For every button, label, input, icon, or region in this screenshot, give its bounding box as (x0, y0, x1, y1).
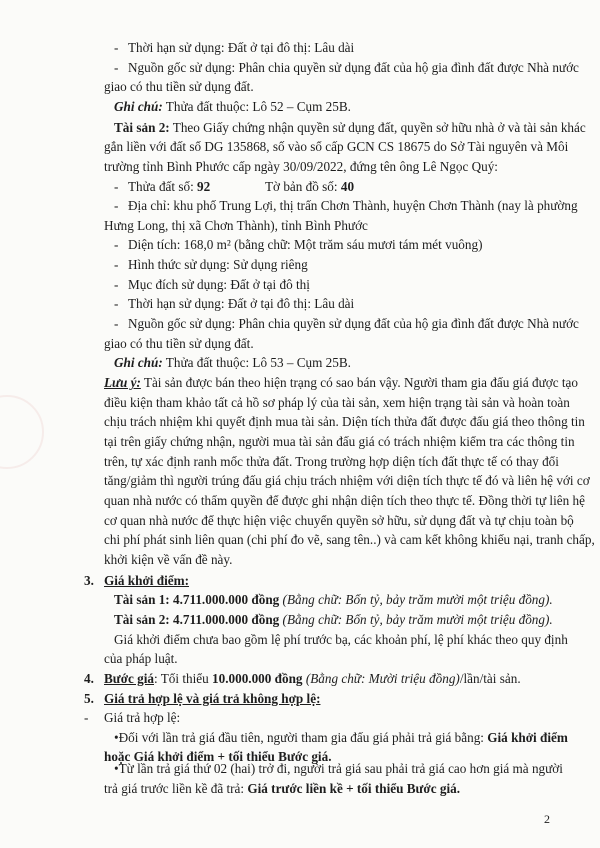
bullet-dash: - (84, 710, 89, 726)
section-number: 3. (84, 572, 94, 588)
bid-step-line (104, 671, 521, 687)
doc-line: gắn liền với đất số DG 135868, số vào sổ cấp GCN CS 18675 do Sở Tài nguyên và Môi (104, 139, 569, 155)
notice-text: Tài sản được bán theo hiện trạng có sao bán vậy. Người tham gia đấu giá được tạo (140, 375, 578, 391)
doc-line: Nguồn gốc sử dụng: Phân chia quyền sử dụng đất của hộ gia đình đất được Nhà nước (128, 59, 579, 75)
bullet-dash: - (114, 276, 119, 292)
notice-line: tăng/giảm thì người trúng đấu giá chịu trách nhiệm với diện tích thực tế đó và liên hệ với cơ (104, 473, 590, 489)
section-heading-starting-price: Giá khởi điểm: (104, 572, 189, 588)
parcel-label: Thửa đất số: (128, 178, 198, 194)
usage-purpose-line: Mục đích sử dụng: Đất ở tại đô thị (128, 276, 310, 292)
bid-step-label: Bước giá (104, 670, 155, 686)
note-line (114, 99, 351, 115)
price-in-words: (Bằng chữ: Bốn tỷ, bảy trăm mười một triệu đồng). (279, 611, 553, 627)
bullet-dash: - (114, 257, 119, 273)
bullet-dash: - (114, 237, 119, 253)
note-line (114, 355, 351, 371)
note-text: Thửa đất thuộc: Lô 52 – Cụm 25B. (162, 98, 351, 114)
section-heading-valid-bids: Giá trả hợp lệ và giá trả không hợp lệ: (104, 690, 321, 706)
doc-line: Thời hạn sử dụng: Đất ở tại đô thị: Lâu dài (128, 40, 355, 55)
price-value: Tài sản 2: 4.711.000.000 đồng (114, 611, 280, 627)
bullet-dash: - (114, 178, 119, 194)
bid-step-words: (Bằng chữ: Mười triệu đồng) (302, 670, 460, 686)
bullet-dash: - (114, 198, 119, 214)
subsequent-bid-rule-cont (104, 781, 460, 797)
origin-line: giao có thu tiền sử dụng đất. (104, 335, 254, 351)
bullet-icon: • (114, 729, 119, 745)
bid-step-unit: /lần/tài sản. (459, 670, 521, 686)
rule-text: trả giá trước liền kề đã trả: (104, 781, 248, 796)
area-line: Diện tích: 168,0 m² (bằng chữ: Một trăm sáu mươi tám mét vuông) (128, 237, 483, 253)
usage-term-line: Thời hạn sử dụng: Đất ở tại đô thị: Lâu dài (128, 296, 355, 312)
rule-text: Đối với lần trả giá đầu tiên, người tham gia đấu giá phải trả giá bằng: (118, 729, 488, 745)
asset-2-text: Theo Giấy chứng nhận quyền sử dụng đất, quyền sở hữu nhà ở và tài sản khác (169, 119, 586, 135)
doc-line: trường tỉnh Bình Phước cấp ngày 30/09/2022, đứng tên ông Lê Ngọc Quý: (104, 158, 498, 174)
rule-emphasis-line: hoặc Giá khởi điểm + tối thiểu Bước giá. (104, 749, 332, 765)
section-number: 5. (84, 690, 94, 706)
doc-line: Giá khởi điểm chưa bao gồm lệ phí trước bạ, các khoản phí, lệ phí khác theo quy định (114, 631, 568, 647)
starting-price-asset-1 (114, 592, 553, 608)
notice-line: tại trên giấy chứng nhận, người mua tài sản đấu giá có trách nhiệm kiểm tra các thông tin (104, 434, 575, 450)
faded-stamp-mark (0, 395, 44, 469)
address-line: Địa chỉ: khu phố Trung Lợi, thị trấn Chơn Thành, huyện Chơn Thành (nay là phường (128, 198, 578, 214)
subsequent-bid-rule (114, 761, 563, 777)
bullet-dash: - (114, 40, 119, 55)
page-number: 2 (544, 812, 550, 826)
doc-line: giao có thu tiền sử dụng đất. (104, 79, 254, 95)
map-sheet-label: Tờ bản đồ số: (265, 178, 341, 194)
parcel-value: 92 (197, 178, 211, 194)
notice-line: chi phí phát sinh liên quan (chi phí đo vẽ, sang tên..) và cam kết không khiếu nại, tranh chấp, (104, 532, 595, 548)
origin-line: Nguồn gốc sử dụng: Phân chia quyền sử dụng đất của hộ gia đình đất được Nhà nước (128, 316, 579, 332)
starting-price-asset-2 (114, 612, 553, 628)
map-sheet-line (265, 179, 354, 195)
note-label: Ghi chú: (114, 98, 163, 114)
notice-line: khởi kiện về vấn đề này. (104, 551, 233, 567)
asset-2-line (114, 119, 586, 136)
asset-2-label: Tài sản 2: (114, 119, 170, 135)
notice-line (104, 375, 578, 391)
map-sheet-value: 40 (340, 178, 355, 194)
note-label: Ghi chú: (114, 355, 163, 371)
notice-line: trên, tự xác định ranh mốc thửa đất. Trong trường hợp diện tích đất thực tế có thay đổi (104, 453, 559, 469)
bid-step-min: : Tối thiểu (154, 670, 213, 686)
rule-emphasis: Giá trước liền kề + tối thiểu Bước giá. (247, 781, 461, 796)
bullet-dash: - (114, 59, 119, 75)
bullet-dash: - (114, 296, 119, 312)
address-line: Hưng Long, thị xã Chơn Thành), tỉnh Bình Phước (104, 217, 368, 233)
usage-form-line: Hình thức sử dụng: Sử dụng riêng (128, 257, 308, 273)
notice-line: điều kiện tham khảo tất cả hồ sơ pháp lý của tài sản, xem hiện trạng tài sản và hoàn toàn (104, 394, 570, 410)
first-bid-rule (114, 729, 568, 746)
notice-line: chịu trách nhiệm khi quyết định mua tài sản. Diện tích thửa đất được đấu giá theo thông tin (104, 414, 585, 430)
bullet-dash: - (114, 316, 119, 332)
bid-step-value: 10.000.000 đồng (212, 670, 303, 686)
notice-line: cơ quan nhà nước để thực hiện việc chuyển quyền sở hữu, sử dụng đất và tự chịu toàn bộ (104, 512, 574, 528)
rule-text: Từ lần trả giá thứ 02 (hai) trở đi, người trả giá sau phải trả giá cao hơn giá mà người (118, 761, 563, 776)
notice-line: quan nhà nước có thẩm quyền để được ghi nhận diện tích theo thực tế. Đồng thời tự liên hệ (104, 493, 585, 509)
notice-label: Lưu ý: (104, 375, 141, 391)
bullet-icon: • (114, 761, 119, 776)
section-number: 4. (84, 670, 94, 686)
doc-line: Giá trả hợp lệ: (104, 710, 181, 726)
doc-line: của pháp luật. (104, 651, 178, 667)
price-value: Tài sản 1: 4.711.000.000 đồng (114, 592, 280, 608)
note-text: Thửa đất thuộc: Lô 53 – Cụm 25B. (162, 355, 351, 371)
rule-emphasis: Giá khởi điểm (487, 729, 568, 745)
price-in-words: (Bằng chữ: Bốn tỷ, bảy trăm mười một triệu đồng). (279, 592, 553, 608)
parcel-number-line (128, 179, 210, 195)
